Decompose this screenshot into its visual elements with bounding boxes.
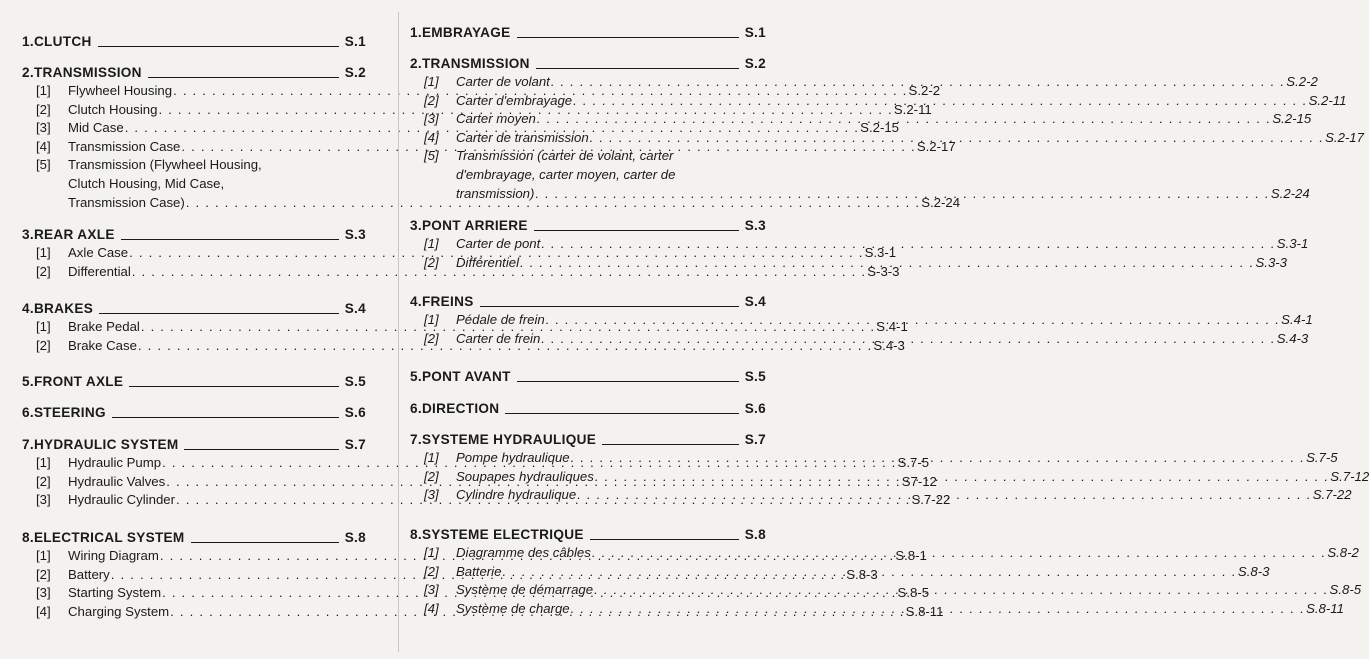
item-label: Carter d'embrayage	[456, 92, 573, 108]
section-title: HYDRAULIC SYSTEM	[33, 437, 179, 452]
item-label: Carter de frein	[456, 330, 541, 346]
dot-leader	[535, 185, 1269, 204]
section-title: SYSTEME HYDRAULIQUE	[421, 432, 597, 447]
item-index: [2]	[424, 330, 439, 346]
item-index: [2]	[36, 263, 51, 279]
section-heading[interactable]	[22, 529, 366, 546]
leader-rule	[517, 37, 739, 38]
item-label-block	[456, 147, 1310, 203]
section-heading[interactable]	[410, 526, 766, 543]
section-heading[interactable]	[410, 431, 766, 448]
item-page-ref: S.8-3	[846, 566, 878, 582]
item-page-ref: S.8-5	[1329, 582, 1362, 598]
item-page-ref: S.8-11	[905, 603, 944, 619]
item-label: Carter moyen	[456, 111, 536, 127]
dot-leader	[546, 311, 1280, 330]
item-index: [3]	[36, 585, 51, 601]
section-page-ref: S.2	[344, 65, 366, 80]
item-label-line: d'embrayage, carter moyen, carter de	[456, 166, 676, 182]
section-heading[interactable]	[410, 217, 766, 234]
item-label: Système de démarrage	[456, 582, 594, 598]
section-heading[interactable]	[410, 55, 766, 72]
item-index: [1]	[424, 74, 439, 89]
item-page-ref: S.4-1	[876, 319, 908, 334]
item-page-ref: S.8-3	[1237, 563, 1270, 579]
item-index: [5]	[36, 157, 51, 173]
item-page-ref: S.2-15	[860, 120, 900, 136]
section-heading[interactable]	[22, 436, 366, 453]
dot-leader	[590, 129, 1324, 148]
leader-rule	[536, 68, 739, 69]
section-title: TRANSMISSION	[33, 65, 142, 80]
item-label: Différentiel	[456, 254, 520, 270]
subsection-item[interactable]	[410, 235, 1309, 254]
dot-leader	[537, 110, 1271, 129]
section-heading[interactable]	[22, 300, 366, 317]
section-title: CLUTCH	[33, 34, 92, 49]
section-page-ref: S.6	[344, 405, 366, 420]
contents-section	[410, 368, 766, 385]
section-title: REAR AXLE	[33, 227, 115, 242]
item-page-ref: S.7-12	[1330, 468, 1369, 484]
section-page-ref: S.6	[744, 401, 766, 416]
item-label: Hydraulic Pump	[68, 455, 162, 470]
item-label: Carter de pont	[456, 236, 541, 251]
subsection-item[interactable]	[410, 600, 1344, 619]
item-index: [1]	[36, 83, 51, 98]
item-label: Differential	[68, 263, 131, 279]
section-page-ref: S.7	[344, 437, 366, 452]
leader-rule	[99, 313, 339, 314]
item-index: [2]	[424, 254, 439, 270]
item-label: Mid Case	[68, 120, 124, 136]
section-title: STEERING	[33, 405, 106, 420]
item-page-ref: S.2-2	[908, 83, 941, 98]
section-heading[interactable]	[22, 64, 366, 81]
item-label: Charging System	[68, 603, 170, 619]
subsection-item[interactable]	[22, 263, 900, 282]
contents-section	[22, 33, 366, 50]
leader-rule	[590, 539, 739, 540]
section-title: PONT ARRIERE	[421, 218, 528, 233]
section-title: FREINS	[421, 294, 474, 309]
item-page-ref: S.4-1	[1281, 312, 1313, 327]
item-page-ref: S.2-24	[921, 194, 961, 210]
section-page-ref: S.1	[744, 25, 766, 40]
item-label: Brake Pedal	[68, 319, 140, 334]
leader-rule	[602, 444, 739, 445]
item-label: Axle Case	[68, 245, 129, 260]
subsection-list	[410, 73, 1364, 203]
item-page-ref: S.2-17	[1325, 129, 1364, 145]
item-index: [1]	[36, 548, 51, 563]
contents-section	[22, 404, 366, 421]
item-index: [3]	[424, 111, 439, 127]
item-index: [3]	[424, 582, 439, 598]
item-page-ref: S.4-3	[1276, 330, 1309, 346]
subsection-item[interactable]	[410, 449, 1338, 468]
item-index: [1]	[424, 450, 439, 465]
section-number: 3.	[22, 227, 34, 242]
item-label-line: transmission)	[456, 185, 535, 201]
item-index: [2]	[424, 92, 439, 108]
contents-section	[410, 526, 1362, 618]
subsection-item[interactable]	[410, 311, 1313, 330]
item-page-ref: S.3-1	[1276, 236, 1309, 251]
item-label-line: Transmission (Flywheel Housing,	[68, 157, 262, 173]
item-page-ref: S.8-5	[897, 585, 930, 601]
subsection-item[interactable]	[410, 110, 1312, 129]
item-index: [4]	[424, 129, 439, 145]
section-number: 4.	[410, 294, 422, 309]
leader-rule	[129, 386, 338, 387]
section-number: 7.	[410, 432, 422, 447]
contents-section	[410, 24, 766, 41]
subsection-item[interactable]	[410, 254, 1288, 273]
item-index: [3]	[36, 492, 51, 508]
dot-leader	[577, 486, 1311, 505]
item-page-ref: S.3-3	[1255, 254, 1288, 270]
contents-section	[410, 217, 1309, 272]
section-number: 1.	[22, 34, 34, 49]
item-label-last-line	[456, 185, 1310, 204]
column-divider	[398, 12, 399, 652]
contents-section	[410, 431, 1369, 505]
section-page-ref: S.5	[344, 374, 366, 389]
item-index: [4]	[36, 603, 51, 619]
item-index: [1]	[36, 245, 51, 260]
item-index: [3]	[424, 487, 439, 503]
contents-section	[410, 55, 1364, 203]
leader-rule	[121, 239, 339, 240]
subsection-item[interactable]	[410, 486, 1352, 505]
section-title: PONT AVANT	[421, 369, 511, 384]
section-heading[interactable]	[410, 400, 766, 417]
item-page-ref: S.2-11	[893, 101, 932, 117]
section-title: BRAKES	[33, 301, 94, 316]
subsection-item[interactable]	[410, 330, 1309, 349]
leader-rule	[112, 417, 339, 418]
section-page-ref: S.2	[744, 56, 766, 71]
dot-leader	[541, 330, 1275, 349]
item-label: Starting System	[68, 585, 162, 601]
section-title: ELECTRICAL SYSTEM	[33, 530, 185, 545]
contents-section	[410, 400, 766, 417]
item-page-ref: S-3-3	[867, 263, 900, 279]
section-number: 6.	[410, 401, 422, 416]
section-number: 7.	[22, 437, 34, 452]
item-index: [4]	[36, 138, 51, 154]
item-label: Pédale de frein	[456, 312, 545, 327]
item-index: [4]	[424, 600, 439, 616]
item-label: Transmission Case	[68, 138, 181, 154]
item-label: Batterie	[456, 563, 502, 579]
item-page-ref: S.7-5	[1306, 450, 1338, 465]
item-label-line: Clutch Housing, Mid Case,	[68, 175, 225, 191]
section-page-ref: S.8	[744, 527, 766, 542]
item-page-ref: S.4-3	[873, 337, 905, 353]
item-label: Carter de transmission	[456, 129, 589, 145]
subsection-list	[410, 235, 1309, 272]
dot-leader	[520, 254, 1254, 273]
section-heading[interactable]	[22, 404, 366, 421]
item-index: [2]	[424, 468, 439, 484]
section-heading[interactable]	[410, 293, 766, 310]
section-heading[interactable]	[22, 33, 366, 50]
item-page-ref: S.7-22	[911, 492, 951, 508]
item-page-ref: S7-12	[901, 473, 937, 489]
dot-leader	[573, 92, 1307, 111]
subsection-item[interactable]	[410, 129, 1364, 148]
item-label: Carter de volant	[456, 74, 550, 89]
item-index: [1]	[424, 236, 439, 251]
item-page-ref: S.8-2	[1327, 545, 1359, 560]
item-label-line: Transmission Case)	[68, 194, 185, 210]
dot-leader	[592, 544, 1326, 563]
item-index: [2]	[36, 566, 51, 582]
item-page-ref: S.2-15	[1272, 111, 1312, 127]
item-index: [1]	[36, 319, 51, 334]
item-page-ref: S.8-11	[1306, 600, 1344, 616]
item-page-ref: S.2-11	[1308, 92, 1347, 108]
section-page-ref: S.1	[344, 34, 366, 49]
section-page-ref: S.5	[744, 369, 766, 384]
leader-rule	[191, 542, 339, 543]
leader-rule	[184, 449, 338, 450]
item-index: [5]	[424, 148, 439, 164]
item-index: [2]	[36, 337, 51, 353]
section-number: 1.	[410, 25, 422, 40]
section-heading[interactable]	[22, 373, 366, 390]
section-heading[interactable]	[410, 368, 766, 385]
section-number: 4.	[22, 301, 34, 316]
subsection-list	[410, 544, 1362, 618]
section-page-ref: S.3	[744, 218, 766, 233]
section-title: SYSTEME ELECTRIQUE	[421, 527, 584, 542]
item-index: [2]	[36, 473, 51, 489]
dot-leader	[594, 581, 1328, 600]
item-index: [3]	[36, 120, 51, 136]
section-number: 8.	[22, 530, 34, 545]
leader-rule	[480, 306, 739, 307]
section-number: 6.	[22, 405, 34, 420]
subsection-item[interactable]	[410, 73, 1318, 92]
dot-leader	[595, 468, 1329, 487]
section-page-ref: S.8	[344, 530, 366, 545]
section-page-ref: S.4	[744, 294, 766, 309]
leader-rule	[148, 77, 339, 78]
subsection-item[interactable]	[410, 581, 1362, 600]
section-heading[interactable]	[410, 24, 766, 41]
item-label: Battery	[68, 566, 110, 582]
section-title: EMBRAYAGE	[421, 25, 511, 40]
leader-rule	[98, 46, 339, 47]
dot-leader	[551, 73, 1285, 92]
subsection-item[interactable]	[410, 147, 1310, 203]
item-label: Flywheel Housing	[68, 83, 173, 98]
item-label: Diagramme des câbles	[456, 545, 591, 560]
subsection-item[interactable]	[410, 563, 1270, 582]
leader-rule	[505, 413, 738, 414]
section-number: 3.	[410, 218, 422, 233]
item-page-ref: S.2-17	[916, 138, 956, 154]
item-label: Hydraulic Cylinder	[68, 492, 176, 508]
item-page-ref: S.2-24	[1270, 185, 1310, 201]
item-index: [2]	[424, 563, 439, 579]
item-label: Wiring Diagram	[68, 548, 159, 563]
item-label: Clutch Housing	[68, 101, 158, 117]
item-label: Pompe hydraulique	[456, 450, 570, 465]
item-page-ref: S.3-1	[864, 245, 897, 260]
item-label: Hydraulic Valves	[68, 473, 166, 489]
item-page-ref: S.7-5	[897, 455, 930, 470]
item-label: Cylindre hydraulique	[456, 487, 577, 503]
item-index: [1]	[36, 455, 51, 470]
item-page-ref: S.8-1	[895, 548, 927, 563]
item-page-ref: S.2-2	[1286, 74, 1318, 89]
section-number: 5.	[22, 374, 34, 389]
subsection-list	[410, 449, 1369, 505]
subsection-item[interactable]	[410, 92, 1347, 111]
section-number: 2.	[410, 56, 422, 71]
contents-section	[410, 293, 1313, 348]
section-title: FRONT AXLE	[33, 374, 124, 389]
section-page-ref: S.4	[344, 301, 366, 316]
section-page-ref: S.7	[744, 432, 766, 447]
item-label: Brake Case	[68, 337, 137, 353]
item-index: [1]	[424, 545, 439, 560]
dot-leader	[571, 449, 1305, 468]
item-label: Système de charge	[456, 600, 570, 616]
item-page-ref: S.7-22	[1312, 487, 1352, 503]
section-title: DIRECTION	[421, 401, 500, 416]
leader-rule	[534, 230, 739, 231]
item-label-line: Transmission (carter de volant, carter	[456, 148, 674, 164]
dot-leader	[541, 235, 1275, 254]
dot-leader	[571, 600, 1305, 619]
section-title: TRANSMISSION	[421, 56, 530, 71]
dot-leader	[502, 563, 1236, 582]
contents-section	[22, 373, 366, 390]
leader-rule	[517, 381, 739, 382]
section-heading[interactable]	[22, 226, 366, 243]
item-index: [1]	[424, 312, 439, 327]
section-number: 8.	[410, 527, 422, 542]
subsection-item[interactable]	[410, 468, 1369, 487]
item-index: [2]	[36, 101, 51, 117]
section-number: 5.	[410, 369, 422, 384]
subsection-list	[410, 311, 1313, 348]
item-label: Soupapes hydrauliques	[456, 468, 594, 484]
section-page-ref: S.3	[344, 227, 366, 242]
section-number: 2.	[22, 65, 34, 80]
